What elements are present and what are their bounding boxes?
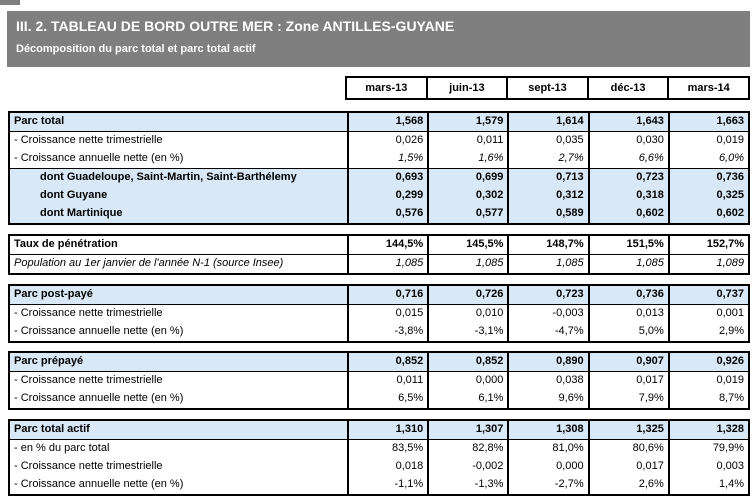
data-cell: -2,7% bbox=[507, 476, 587, 494]
data-cell: 6,6% bbox=[588, 150, 668, 168]
data-cell: 0,577 bbox=[427, 205, 507, 223]
data-cell: 0,019 bbox=[668, 372, 748, 390]
data-cell: 0,000 bbox=[507, 458, 587, 476]
row-label: dont Guyane bbox=[40, 189, 108, 201]
data-cell: 0,018 bbox=[347, 458, 427, 476]
data-cell: 7,9% bbox=[588, 390, 668, 408]
data-cell: 1,307 bbox=[427, 421, 507, 439]
data-cell: 1,568 bbox=[347, 113, 427, 131]
table-row bbox=[10, 305, 748, 323]
row-label: Parc prépayé bbox=[14, 355, 84, 367]
data-cell: 1,310 bbox=[347, 421, 427, 439]
data-cell: 0,852 bbox=[347, 353, 427, 371]
data-cell: 144,5% bbox=[347, 236, 427, 254]
data-cell: 0,035 bbox=[507, 132, 587, 150]
data-cell: 0,589 bbox=[507, 205, 587, 223]
data-cell: 0,737 bbox=[668, 286, 748, 304]
page-title: III. 2. TABLEAU DE BORD OUTRE MER : Zone ANTILLES-GUYANE bbox=[16, 18, 455, 34]
table-row bbox=[10, 421, 748, 440]
data-cell: 0,017 bbox=[588, 458, 668, 476]
data-cell: 1,614 bbox=[507, 113, 587, 131]
data-cell: -4,7% bbox=[507, 323, 587, 341]
page-subtitle: Décomposition du parc total et parc total actif bbox=[16, 43, 256, 55]
data-cell: 0,312 bbox=[507, 187, 587, 205]
data-cell: -3,8% bbox=[347, 323, 427, 341]
table-row bbox=[10, 476, 748, 494]
data-cell: -1,1% bbox=[347, 476, 427, 494]
column-header: sept-13 bbox=[506, 78, 587, 98]
row-label: Parc total actif bbox=[14, 423, 90, 435]
data-cell: 0,003 bbox=[668, 458, 748, 476]
data-cell: 0,325 bbox=[668, 187, 748, 205]
data-cell: 0,038 bbox=[507, 372, 587, 390]
table-row bbox=[10, 372, 748, 390]
data-cell: 0,602 bbox=[588, 205, 668, 223]
data-cell: 148,7% bbox=[507, 236, 587, 254]
data-cell: 6,5% bbox=[347, 390, 427, 408]
data-cell: 80,6% bbox=[588, 440, 668, 458]
data-cell: 0,699 bbox=[427, 169, 507, 187]
data-cell: 1,085 bbox=[588, 255, 668, 273]
row-label: - Croissance annuelle nette (en %) bbox=[14, 325, 184, 337]
data-cell: 145,5% bbox=[427, 236, 507, 254]
data-cell: 1,328 bbox=[668, 421, 748, 439]
data-cell: 0,723 bbox=[588, 169, 668, 187]
table-row bbox=[10, 150, 748, 168]
data-cell: 0,019 bbox=[668, 132, 748, 150]
data-cell: 0,736 bbox=[588, 286, 668, 304]
data-cell: 0,602 bbox=[668, 205, 748, 223]
data-cell: -0,002 bbox=[427, 458, 507, 476]
table-row bbox=[10, 390, 748, 408]
table-row bbox=[10, 286, 748, 305]
data-cell: -1,3% bbox=[427, 476, 507, 494]
data-cell: 81,0% bbox=[507, 440, 587, 458]
column-header: mars-13 bbox=[365, 82, 408, 94]
data-cell: 9,6% bbox=[507, 390, 587, 408]
table-block-parc-prepaye bbox=[8, 351, 750, 410]
data-cell: 1,6% bbox=[427, 150, 507, 168]
data-cell: 1,085 bbox=[427, 255, 507, 273]
column-header: mars-14 bbox=[667, 78, 748, 98]
row-label: - Croissance nette trimestrielle bbox=[14, 374, 163, 386]
data-cell: 1,085 bbox=[507, 255, 587, 273]
data-cell: 2,9% bbox=[668, 323, 748, 341]
data-cell: 0,926 bbox=[668, 353, 748, 371]
data-cell: 6,0% bbox=[668, 150, 748, 168]
table-block-parc-total-actif bbox=[8, 419, 750, 496]
data-cell: 152,7% bbox=[668, 236, 748, 254]
data-cell: 151,5% bbox=[588, 236, 668, 254]
table-row bbox=[10, 113, 748, 132]
table-row bbox=[10, 132, 748, 150]
data-cell: 0,299 bbox=[347, 187, 427, 205]
data-cell: 0,852 bbox=[427, 353, 507, 371]
data-cell: 1,5% bbox=[347, 150, 427, 168]
row-label: Parc post-payé bbox=[14, 288, 93, 300]
data-cell: 0,736 bbox=[668, 169, 748, 187]
row-label: - Croissance nette trimestrielle bbox=[14, 307, 163, 319]
table-row bbox=[10, 353, 748, 372]
data-cell: 1,085 bbox=[347, 255, 427, 273]
row-label: - Croissance nette trimestrielle bbox=[14, 460, 163, 472]
data-cell: 1,579 bbox=[427, 113, 507, 131]
data-cell: 5,0% bbox=[588, 323, 668, 341]
data-cell: 0,011 bbox=[347, 372, 427, 390]
data-cell: 79,9% bbox=[668, 440, 748, 458]
data-cell: 0,013 bbox=[588, 305, 668, 323]
column-header: déc-13 bbox=[587, 78, 668, 98]
data-cell: 1,4% bbox=[668, 476, 748, 494]
row-label: Taux de pénétration bbox=[14, 238, 118, 250]
row-label: dont Guadeloupe, Saint-Martin, Saint-Barthélemy bbox=[40, 171, 297, 183]
row-label: dont Martinique bbox=[40, 207, 123, 219]
table-blocks bbox=[8, 111, 750, 496]
data-cell: 0,010 bbox=[427, 305, 507, 323]
data-cell: -0,003 bbox=[507, 305, 587, 323]
dashboard-table bbox=[8, 76, 750, 496]
data-cell: 83,5% bbox=[347, 440, 427, 458]
table-row bbox=[10, 458, 748, 476]
data-cell: 0,015 bbox=[347, 305, 427, 323]
table-row bbox=[10, 440, 748, 458]
top-left-gray-strip bbox=[0, 0, 20, 5]
data-cell: 2,6% bbox=[588, 476, 668, 494]
data-cell: 0,017 bbox=[588, 372, 668, 390]
data-cell: -3,1% bbox=[427, 323, 507, 341]
data-cell: 1,089 bbox=[668, 255, 748, 273]
data-cell: 0,001 bbox=[668, 305, 748, 323]
table-row bbox=[10, 236, 748, 255]
data-cell: 0,011 bbox=[427, 132, 507, 150]
table-block-taux-penetration bbox=[8, 234, 750, 275]
data-cell: 0,318 bbox=[588, 187, 668, 205]
table-row bbox=[10, 255, 748, 273]
column-header: juin-13 bbox=[426, 78, 507, 98]
data-cell: 0,723 bbox=[507, 286, 587, 304]
row-label: - Croissance nette trimestrielle bbox=[14, 134, 163, 146]
row-label: - Croissance annuelle nette (en %) bbox=[14, 392, 184, 404]
table-row bbox=[10, 168, 748, 187]
data-cell: 0,576 bbox=[347, 205, 427, 223]
data-cell: 0,000 bbox=[427, 372, 507, 390]
table-row bbox=[10, 205, 748, 223]
row-label: Population au 1er janvier de l'année N-1 (source Insee) bbox=[14, 257, 284, 269]
data-cell: 0,030 bbox=[588, 132, 668, 150]
data-cell: 0,726 bbox=[427, 286, 507, 304]
data-cell: 8,7% bbox=[668, 390, 748, 408]
data-cell: 0,693 bbox=[347, 169, 427, 187]
data-cell: 0,713 bbox=[507, 169, 587, 187]
data-cell: 82,8% bbox=[427, 440, 507, 458]
data-cell: 1,643 bbox=[588, 113, 668, 131]
data-cell: 1,325 bbox=[588, 421, 668, 439]
page bbox=[0, 11, 756, 496]
row-label: - Croissance annuelle nette (en %) bbox=[14, 152, 184, 164]
row-label: - Croissance annuelle nette (en %) bbox=[14, 478, 184, 490]
data-cell: 0,026 bbox=[347, 132, 427, 150]
row-label: - en % du parc total bbox=[14, 442, 110, 454]
table-row bbox=[10, 323, 748, 341]
data-cell: 0,890 bbox=[507, 353, 587, 371]
data-cell: 1,308 bbox=[507, 421, 587, 439]
table-block-parc-total bbox=[8, 111, 750, 225]
data-cell: 2,7% bbox=[507, 150, 587, 168]
data-cell: 6,1% bbox=[427, 390, 507, 408]
data-cell: 0,907 bbox=[588, 353, 668, 371]
section-banner bbox=[7, 11, 750, 67]
data-cell: 0,716 bbox=[347, 286, 427, 304]
date-header-row bbox=[345, 76, 750, 100]
data-cell: 0,302 bbox=[427, 187, 507, 205]
data-cell: 1,663 bbox=[668, 113, 748, 131]
table-row bbox=[10, 187, 748, 205]
row-label: Parc total bbox=[14, 115, 65, 127]
table-block-parc-post-paye bbox=[8, 284, 750, 343]
